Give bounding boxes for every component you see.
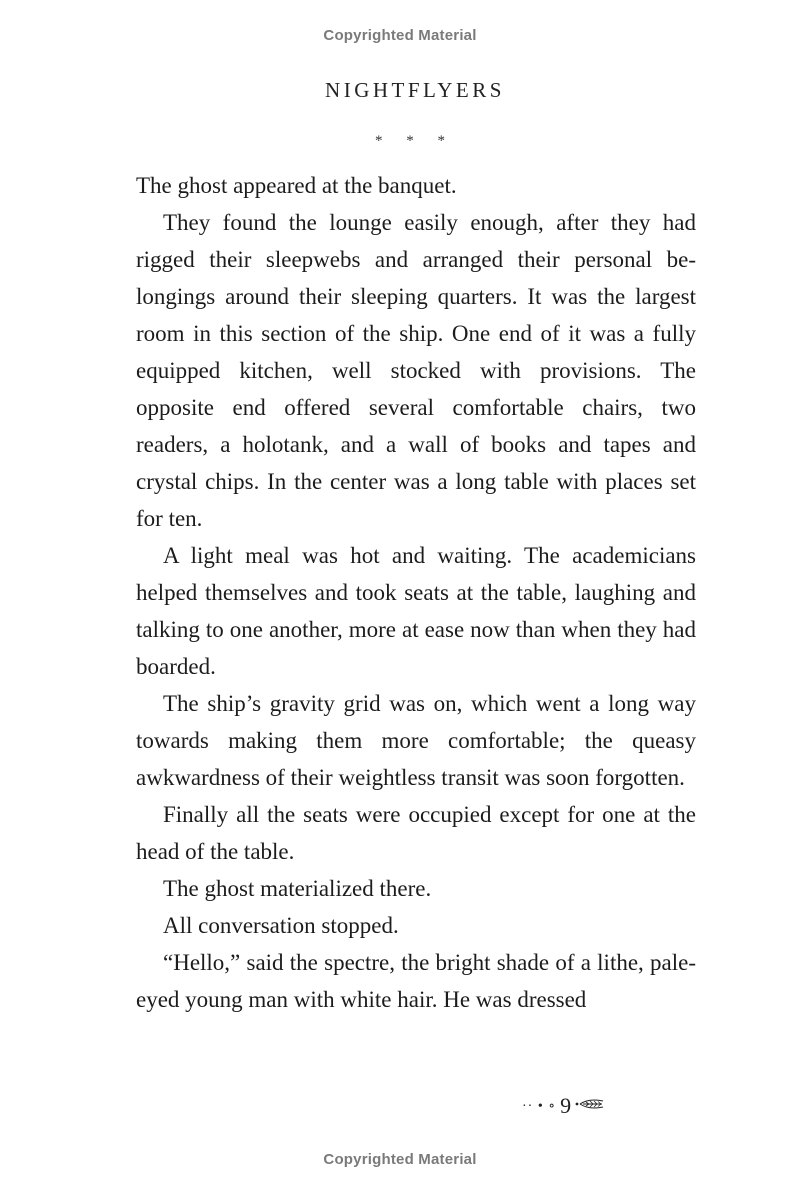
folio-ornament-dots: ·· • ∘ xyxy=(522,1098,557,1114)
body-text xyxy=(136,167,696,1018)
running-head-title: NIGHTFLYERS xyxy=(325,78,505,102)
paragraph: The ghost appeared at the banquet. xyxy=(136,173,457,198)
paragraph: “Hello,” said the spectre, the bright shade of a lithe, pale-eyed young man with white hair. He was dressed xyxy=(136,950,696,1012)
paragraph: A light meal was hot and waiting. The academicians helped themselves and took seats at the table, laughing and talking to one another, more at ease now than when they had boarded. xyxy=(136,543,696,679)
copyright-watermark-bottom: Copyrighted Material xyxy=(323,1151,477,1168)
paragraph: The ship’s gravity grid was on, which went a long way towards making them more comfortable; the queasy awkwardness of their weightless transit was soon forgotten. xyxy=(136,691,696,790)
paragraph: They found the lounge easily enough, after they had rigged their sleepwebs and arranged their personal belongings around their sleeping quarters. It was the largest room in this section of the ship. One end of it was a fully equipped kitchen, well stocked with provisions. The opposite end offered several comfortable chairs, two readers, a holotank, and a wall of books and tapes and crystal chips. In the center was a long table with places set for ten. xyxy=(136,210,696,531)
paragraph: Finally all the seats were occupied except for one at the head of the table. xyxy=(136,802,696,864)
page-folio xyxy=(522,1091,646,1121)
copyright-watermark-top: Copyrighted Material xyxy=(323,27,477,44)
page-number: 9 xyxy=(560,1093,572,1118)
feather-flourish-icon xyxy=(573,1097,605,1116)
paragraph: The ghost materialized there. xyxy=(163,876,432,901)
section-break-asterisks: * * * xyxy=(375,133,455,149)
paragraph: All conversation stopped. xyxy=(163,913,399,938)
